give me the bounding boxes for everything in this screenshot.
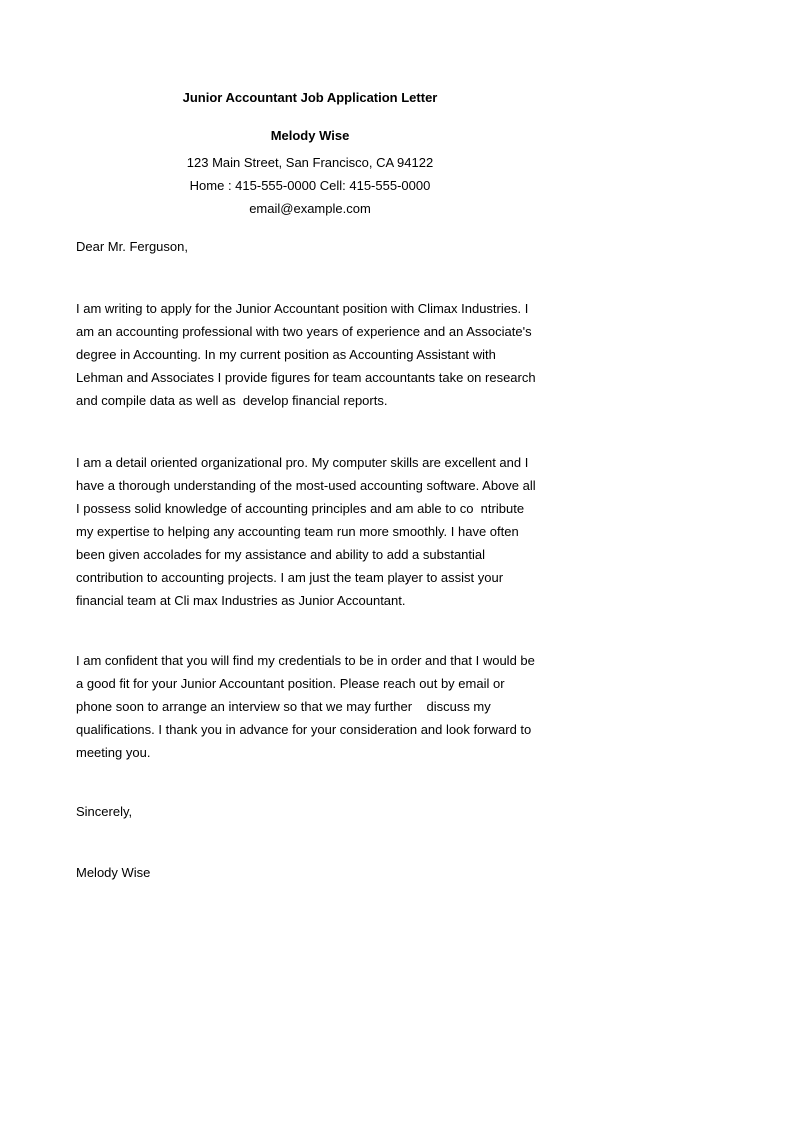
paragraph-line: meeting you. [76,745,151,760]
paragraph-line: Lehman and Associates I provide figures for team accountants take on research [76,370,536,385]
paragraph-line: I possess solid knowledge of accounting principles and am able to co ntribute [76,501,525,516]
paragraph-line: a good fit for your Junior Accountant position. Please reach out by email or [76,676,505,691]
paragraph-line: I am writing to apply for the Junior Accountant position with Climax Industries. I [76,301,529,316]
sender-header [0,128,620,220]
salutation: Dear Mr. Ferguson, [76,239,188,254]
document-title: Junior Accountant Job Application Letter [182,90,438,105]
body-paragraph-2 [76,451,551,612]
paragraph-line: contribution to accounting projects. I am just the team player to assist your [76,570,504,585]
paragraph-line: qualifications. I thank you in advance for your consideration and look forward to [76,722,532,737]
paragraph-line: degree in Accounting. In my current position as Accounting Assistant with [76,347,496,362]
paragraph-line: I am a detail oriented organizational pro. My computer skills are excellent and I [76,455,529,470]
body-paragraph-3 [76,649,551,764]
paragraph-line: have a thorough understanding of the most-used accounting software. Above all [76,478,536,493]
paragraph-line: phone soon to arrange an interview so that we may further discuss my [76,699,491,714]
sender-email: email@example.com [249,201,371,216]
paragraph-line: and compile data as well as develop financial reports. [76,393,388,408]
sender-phones: Home : 415-555-0000 Cell: 415-555-0000 [189,178,431,193]
sender-address: 123 Main Street, San Francisco, CA 94122 [186,155,434,170]
paragraph-line: I am confident that you will find my credentials to be in order and that I would be [76,653,535,668]
paragraph-line: been given accolades for my assistance and ability to add a substantial [76,547,486,562]
paragraph-line: financial team at Cli max Industries as Junior Accountant. [76,593,406,608]
sender-name: Melody Wise [270,128,350,143]
paragraph-line: am an accounting professional with two years of experience and an Associate's [76,324,532,339]
paragraph-line: my expertise to helping any accounting team run more smoothly. I have often [76,524,519,539]
body-paragraph-1 [76,297,551,412]
signature-name: Melody Wise [76,865,151,880]
closing: Sincerely, [76,804,133,819]
